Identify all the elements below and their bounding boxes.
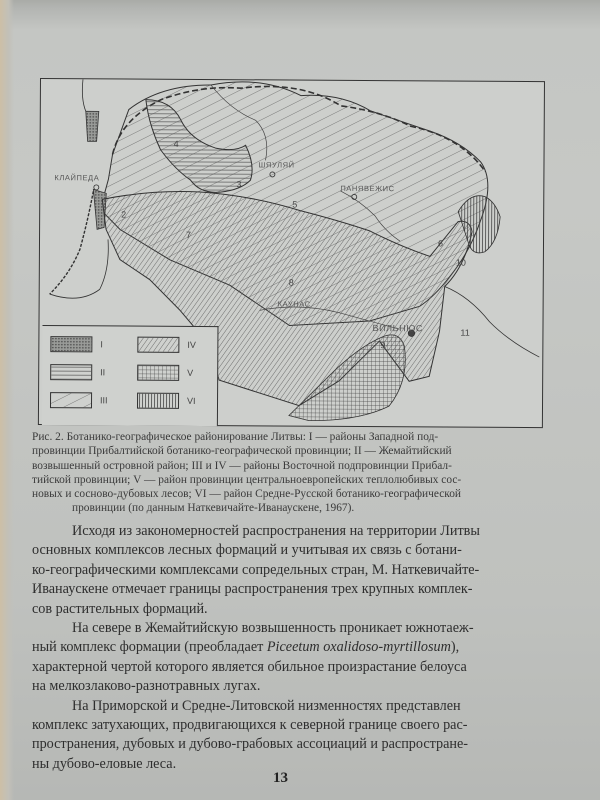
city-label-panevezys: ПАНЯВЕЖИС xyxy=(340,183,395,194)
legend-item-v: V xyxy=(137,365,193,381)
legend-swatch-vertical xyxy=(137,393,179,409)
region-number: 8 xyxy=(288,277,294,288)
figure-map-lithuania xyxy=(38,78,545,428)
legend-item-i: I xyxy=(50,336,103,352)
city-label-siauliai: ШЯУЛЯЙ xyxy=(258,160,295,170)
city-label-vilnius: ВИЛЬНЮС xyxy=(372,323,423,334)
region-number: 7 xyxy=(186,229,192,240)
city-label-klaipeda: КЛАЙПЕДА xyxy=(54,173,100,183)
latin-species-name: Piceetum oxalidoso-myrtillosum xyxy=(266,639,451,656)
figure-caption: Рис. 2. Ботанико-географическое районирование Литвы: I — районы Западной под- провинции Прибалтийской ботанико-географической провинции; II — Жемайтийский возвышенный островной район; III и IV — районы Восточной подпровинции Прибал- тийской провинции; V — район провинции центральноевропейских теплолюбивых сос- новых и сосново-дубовых лесов; VI — район Средне-Русской ботанико-географической провинции (по данным Наткевичайте-Иванаускене, 1967). xyxy=(32,431,462,515)
region-number: 2 xyxy=(121,209,127,220)
region-number: 10 xyxy=(455,257,466,268)
legend-swatch-sparse-diagonal xyxy=(50,392,92,408)
paragraph-2: На севере в Жемайтийскую возвышенность проникает южнотаеж- ный комплекс формации (преобладает Piceetum oxalidoso-myrtillosum), характерной чертой которого является обильное произрастание белоуса на мелкозлаково-разнотравных лугах. xyxy=(32,620,474,695)
page-number: 13 xyxy=(273,770,288,786)
region-number: 11 xyxy=(460,327,470,338)
paragraph-3: На Приморской и Средне-Литовской низменностях представлен комплекс затухающих, продвигающихся к северной границе своего рас- пространения, дубовых и дубово-грабовых ассоциаций и распростране- ны дубово-еловые леса. xyxy=(32,697,469,772)
region-number: 6 xyxy=(437,238,444,249)
region-number: 9 xyxy=(380,340,386,351)
paragraph-1: Исходя из закономерностей распространения на территории Литвы основных комплексов лесных формаций и учитывая их связь с ботани- ко-географическими комплексами сопредельных стран, М. Наткевичайте- Иванаускене отмечает границы распространения трех крупных комплек- сов растительных формаций. xyxy=(32,523,480,617)
legend-swatch-crosshatch xyxy=(50,336,92,352)
region-number: 3 xyxy=(236,179,242,190)
map-legend xyxy=(42,325,219,426)
body-text xyxy=(32,522,572,774)
legend-swatch-horizontal xyxy=(50,364,92,380)
page-binding-edge xyxy=(0,0,14,800)
legend-swatch-grid xyxy=(137,365,179,381)
city-marker-klaipeda xyxy=(94,185,99,190)
legend-swatch-dense-diagonal xyxy=(137,337,179,353)
city-label-kaunas: КАУНАС xyxy=(277,299,311,309)
legend-item-vi: VI xyxy=(137,393,196,409)
region-number: 4 xyxy=(173,138,179,149)
legend-item-iii: III xyxy=(50,392,108,408)
legend-item-ii: II xyxy=(50,364,105,380)
region-number: 5 xyxy=(292,199,298,210)
legend-item-iv: IV xyxy=(137,337,196,353)
